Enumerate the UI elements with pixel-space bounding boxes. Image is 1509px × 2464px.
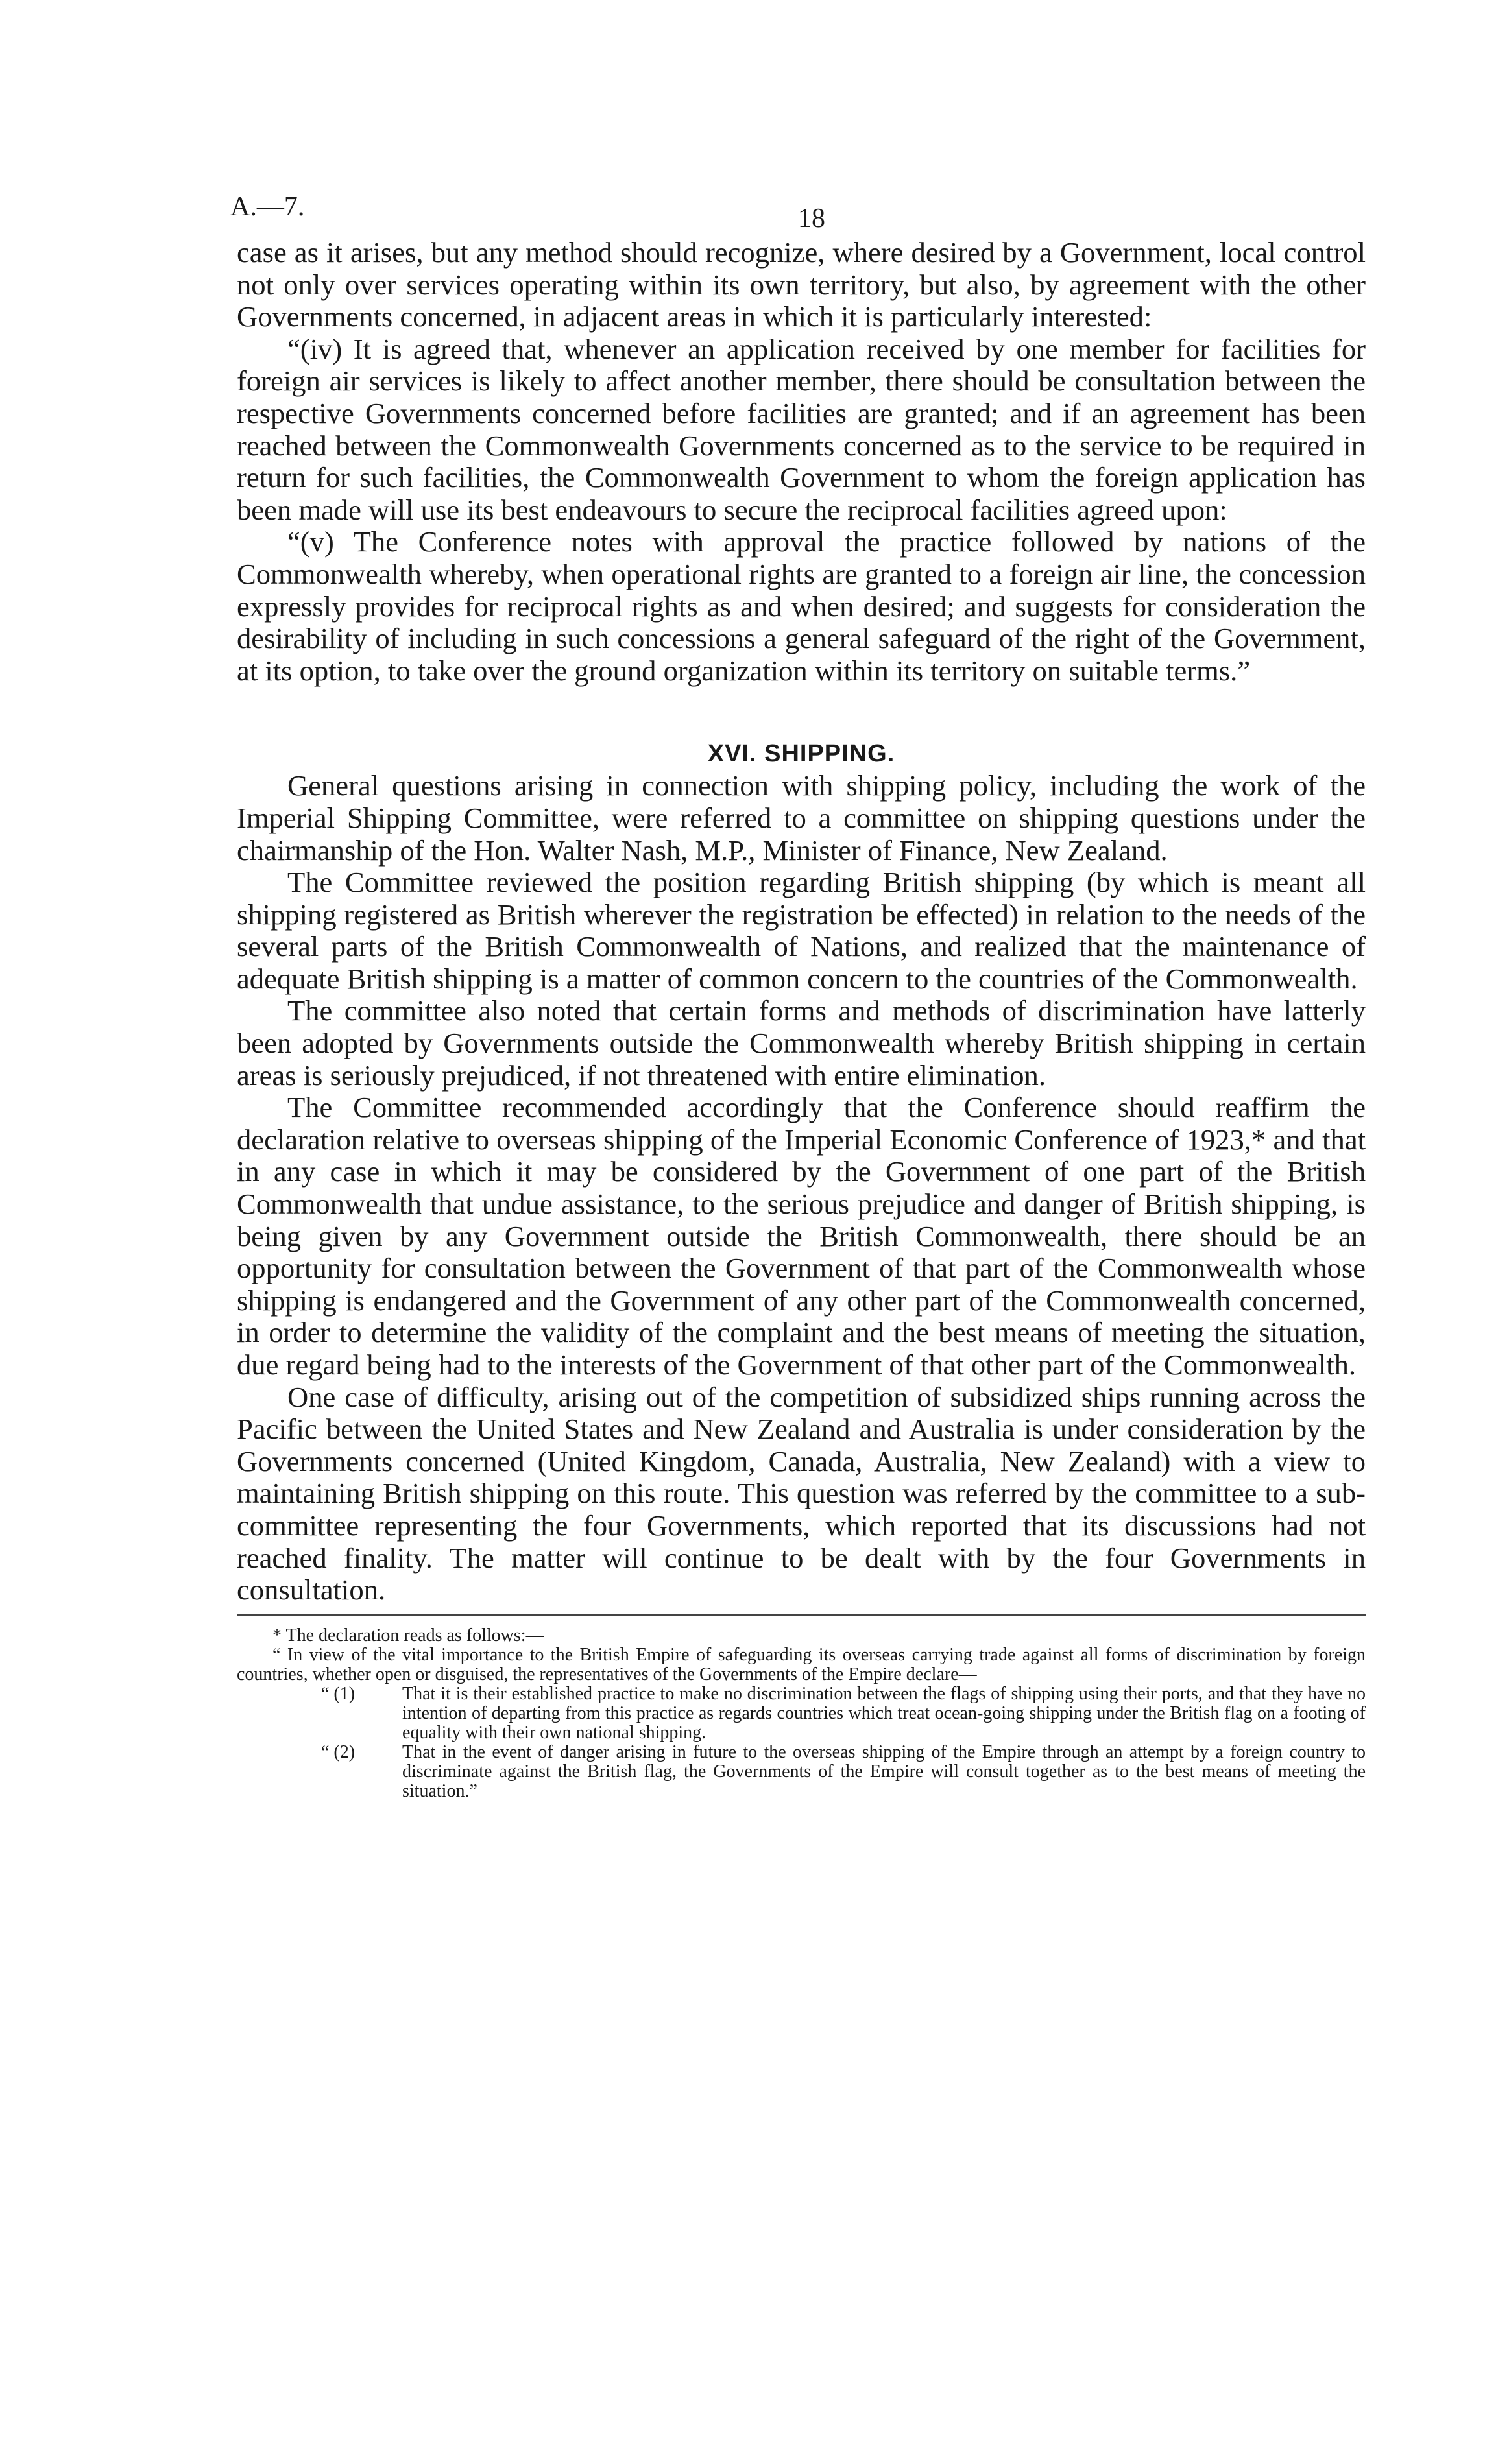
page-number: 18 (798, 204, 825, 233)
body-text (237, 237, 1366, 1607)
paragraph-clause-v: “(v) The Conference notes with approval the practice followed by nations of the Commonwealth whereby, when operational rights are granted to a foreign air line, the concession expressly provides for reciprocal rights as and when desired; and suggests for consideration the desirability of including in such concessions a general safeguard of the right of the Government, at its option, to take over the ground organization within its territory on suitable terms.” (237, 525, 1366, 687)
footnote-item-label: “ (2) (321, 1741, 356, 1762)
footnote-item-label: “ (1) (321, 1683, 356, 1704)
footnote-intro: “ In view of the vital importance to the British Empire of safeguarding its overseas carrying trade against all forms of discrimination by foreign countries, whether open or disguised, the representatives of the Governments of the Empire declare— (237, 1644, 1366, 1684)
paragraph: The committee also noted that certain forms and methods of discrimination have latterly been adopted by Governments outside the Commonwealth whereby British shipping in certain areas is seriously prejudiced, if not threatened with entire elimination. (237, 994, 1366, 1092)
paragraph: The Committee reviewed the position regarding British shipping (by which is meant all shipping registered as British wherever the registration be effected) in relation to the needs of the several parts of the British Commonwealth of Nations, and realized that the maintenance of adequate British shipping is a matter of common concern to the countries of the Commonwealth. (237, 866, 1366, 995)
page-header (230, 191, 1366, 237)
paragraph-continuation: case as it arises, but any method should recognize, where desired by a Government, local control not only over services operating within its own territory, but also, by agreement with the other Governments concerned, in adjacent areas in which it is particularly interested: (237, 236, 1366, 333)
footnote-item (321, 1684, 1366, 1743)
footnote-divider (237, 1614, 1366, 1616)
footnote-item-text: That in the event of danger arising in future to the overseas shipping of the Empire through an attempt by a foreign country to discriminate against the British flag, the Governments of the Empire will consult together as to the best means of meeting the situation.” (402, 1741, 1366, 1801)
document-reference: A.—7. (230, 192, 305, 222)
footnote (237, 1626, 1366, 1801)
document-page (230, 191, 1366, 1801)
paragraph: The Committee recommended accordingly that the Conference should reaffirm the declaration relative to overseas shipping of the Imperial Economic Conference of 1923,* and that in any case in which it may be considered by the Government of one part of the British Commonwealth that undue assistance, to the serious prejudice and danger of British shipping, is being given by any Government outside the British Commonwealth, there should be an opportunity for consultation between the Government of that part of the Commonwealth whose shipping is endangered and the Government of any other part of the Commonwealth concerned, in order to determine the validity of the complaint and the best means of meeting the situation, due regard being had to the interests of the Government of that other part of the Commonwealth. (237, 1091, 1366, 1381)
footnote-item (321, 1743, 1366, 1801)
paragraph: General questions arising in connection with shipping policy, including the work of the Imperial Shipping Committee, were referred to a committee on shipping questions under the chairmanship of the Hon. Walter Nash, M.P., Minister of Finance, New Zealand. (237, 769, 1366, 867)
footnote-marker-line: * The declaration reads as follows:— (272, 1625, 544, 1645)
paragraph-clause-iv: “(iv) It is agreed that, whenever an application received by one member for facilities for foreign air services is likely to affect another member, there should be consultation between the respective Governments concerned before facilities are granted; and if an agreement has been reached between the Commonwealth Governments concerned as to the service to be required in return for such facilities, the Commonwealth Government to whom the foreign application has been made will use its best endeavours to secure the reciprocal facilities agreed upon: (237, 332, 1366, 526)
paragraph: One case of difficulty, arising out of the competition of subsidized ships running across the Pacific between the United States and New Zealand and Australia is under consideration by the Governments concerned (United Kingdom, Canada, Australia, New Zealand) with a view to maintaining British shipping on this route. This question was referred by the committee to a sub-committee representing the four Governments, which reported that its discussions had not reached finality. The matter will continue to be dealt with by the four Governments in consultation. (237, 1380, 1366, 1607)
section-heading-shipping: XVI. SHIPPING. (707, 740, 895, 768)
footnote-item-text: That it is their established practice to make no discrimination between the flags of shipping using their ports, and that they have no intention of departing from this practice as regards countries which treat ocean-going shipping under the British flag on a footing of equality with their own national shipping. (402, 1683, 1366, 1743)
